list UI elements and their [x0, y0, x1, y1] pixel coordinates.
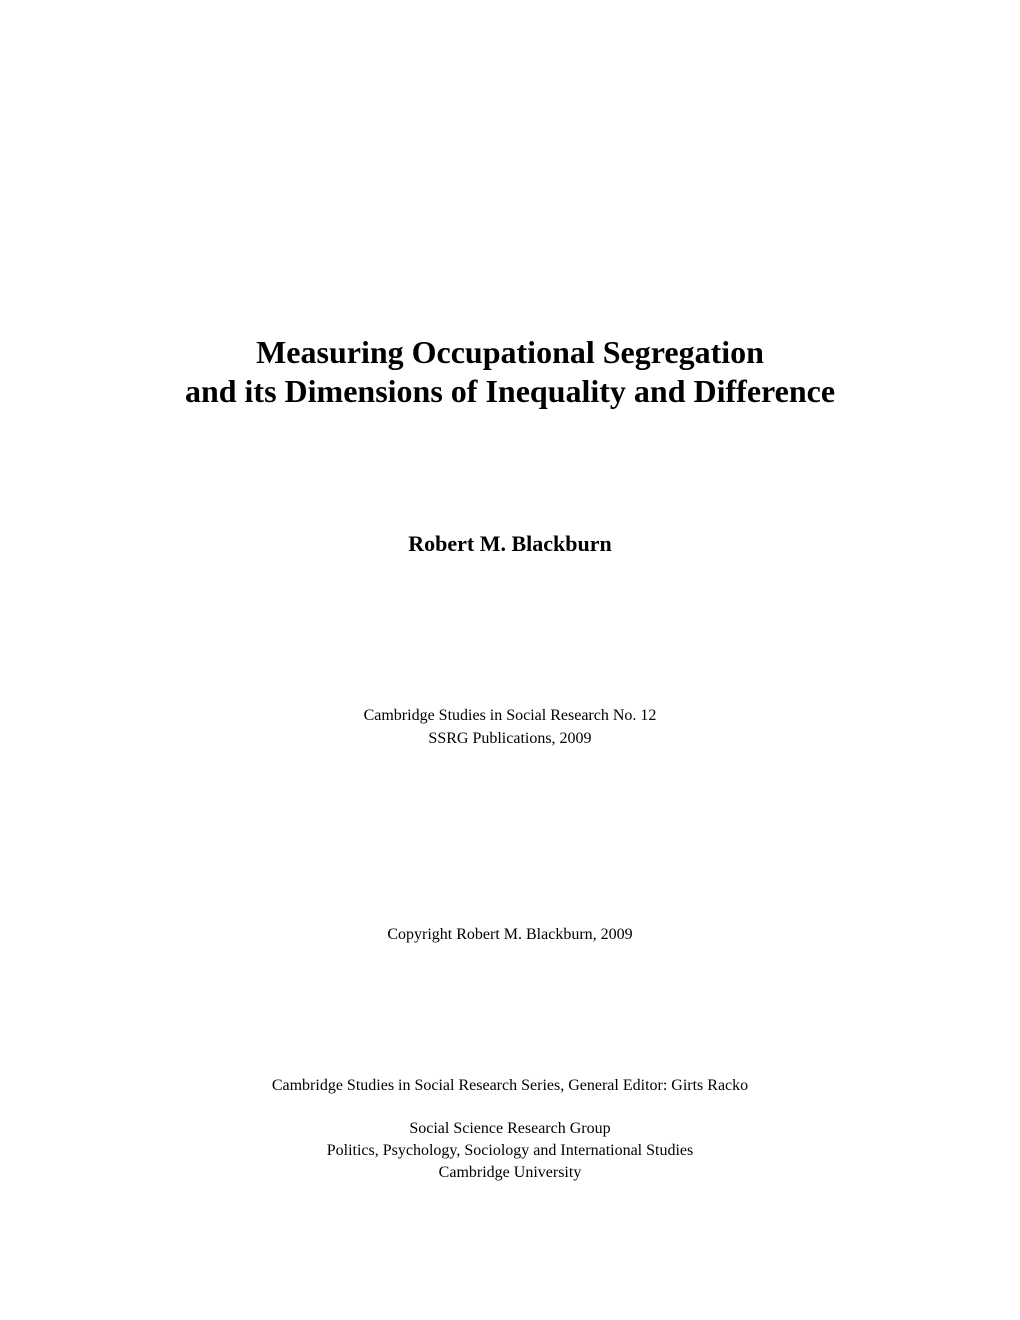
author-name: Robert M. Blackburn	[408, 531, 612, 556]
publisher-year: SSRG Publications, 2009	[428, 730, 592, 747]
series-editor: Cambridge Studies in Social Research Series, General Editor: Girts Racko	[271, 1077, 749, 1094]
copyright-notice: Copyright Robert M. Blackburn, 2009	[387, 926, 633, 943]
title-line-1: Measuring Occupational Segregation	[256, 334, 764, 370]
affiliation-group: Social Science Research Group	[409, 1120, 611, 1137]
affiliation-department: Politics, Psychology, Sociology and International Studies	[326, 1142, 694, 1159]
title-line-2: and its Dimensions of Inequality and Difference	[184, 373, 836, 409]
affiliation-university: Cambridge University	[438, 1164, 582, 1181]
series-number: Cambridge Studies in Social Research No. 12	[363, 707, 657, 724]
